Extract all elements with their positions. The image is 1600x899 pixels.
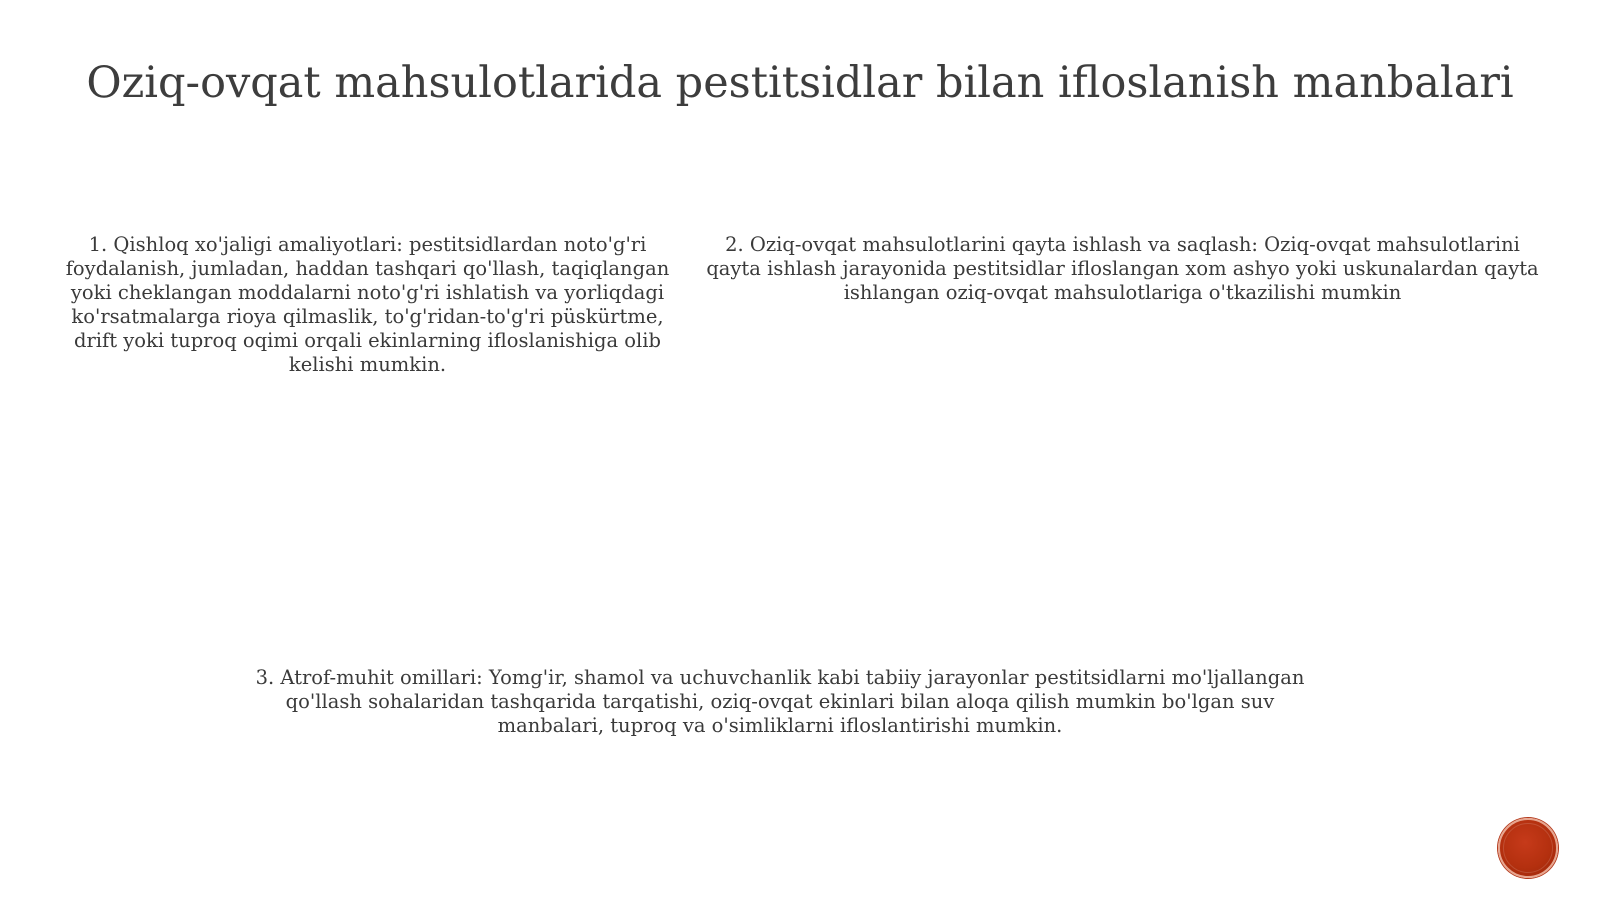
point-agricultural-practices: 1. Qishloq xo'jaligi amaliyotlari: pestitsidlardan noto'g'ri foydalanish, jumladan, haddan tashqari qo'llash, taqiqlangan yoki cheklangan moddalarni noto'g'ri ishlatish va yorliqdagi ko'rsatmalarga rioya qilmaslik, to'g'ridan-to'g'ri püskürtme, drift yoki tuproq oqimi orqali ekinlarning ifloslanishiga olib kelishi mumkin. xyxy=(65,233,670,376)
slide-title: Oziq-ovqat mahsulotlarida pestitsidlar bilan ifloslanish manbalari xyxy=(86,58,1514,108)
slide-nav-button[interactable] xyxy=(1498,818,1558,878)
point-processing-storage: 2. Oziq-ovqat mahsulotlarini qayta ishlash va saqlash: Oziq-ovqat mahsulotlarini qayta ishlash jarayonida pestitsidlar ifloslangan xom ashyo yoki uskunalardan qayta ishlangan oziq-ovqat mahsulotlariga o'tkazilishi mumkin xyxy=(706,233,1539,304)
circle-nav-icon xyxy=(1503,823,1553,873)
point-environmental-factors: 3. Atrof-muhit omillari: Yomg'ir, shamol va uchuvchanlik kabi tabiiy jarayonlar pestitsidlarni mo'ljallangan qo'llash sohalaridan tashqarida tarqatishi, oziq-ovqat ekinlari bilan aloqa qilish mumkin bo'lgan suv manbalari, tuproq va o'simliklarni ifloslantirishi mumkin. xyxy=(255,666,1305,737)
